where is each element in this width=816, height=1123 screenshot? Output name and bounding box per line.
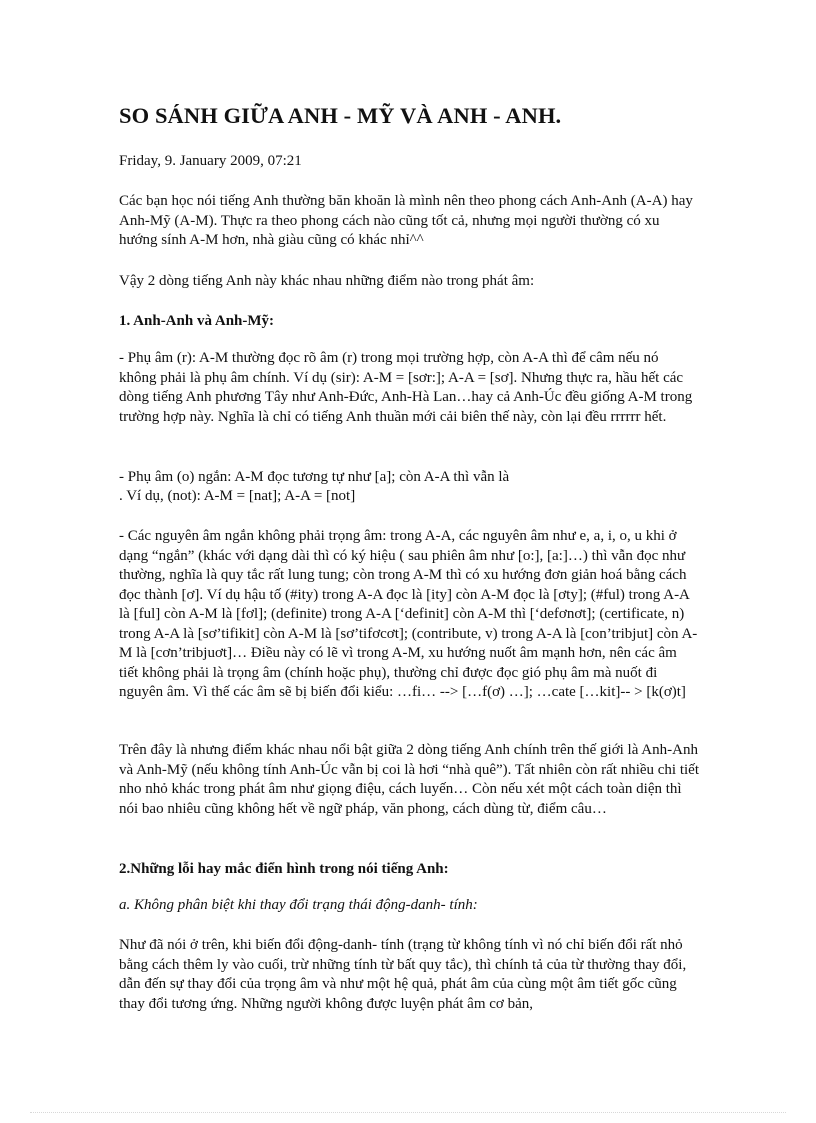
s1-paragraph-consonant-r: - Phụ âm (r): A-M thường đọc rõ âm (r) trong mọi trường hợp, còn A-A thì để câm nếu nó không phải là phụ âm chính. Ví dụ (sir): A-M = [sơr:]; A-A = [sơ]. Nhưng thực ra, hầu hết các dòng tiếng Anh phương Tây như Anh-Đức, Anh-Hà Lan…hay cả Anh-Úc đều giống A-M trong trường hợp này. Nghĩa là chỉ có tiếng Anh thuần mới cải biên thế này, còn lại đều rrrrrr hết. <box>119 350 693 425</box>
s2a-paragraph: Như đã nói ở trên, khi biến đổi động-danh- tính (trạng từ không tính vì nó chỉ biến đổi rất nhỏ bằng cách thêm ly vào cuối, trừ những tính từ bất quy tắc), thì chính tả của từ thường thay đổi, dẫn đến sự thay đổi của trọng âm và như một hệ quả, phát âm của cùng một âm tiết gốc cũng thay đổi tương ứng. Những người không được luyện phát âm cơ bản, <box>119 937 687 1012</box>
intro-paragraph: Các bạn học nói tiếng Anh thường băn khoăn là mình nên theo phong cách Anh-Anh (A-A) hay Anh-Mỹ (A-M). Thực ra theo phong cách nào cũng tốt cả, nhưng mọi người thường có xu hướng sính A-M hơn, nhà giàu cũng có khác nhỉ^^ <box>119 193 693 248</box>
s1-paragraph-vowel-o-line2: . Ví dụ, (not): A-M = [nat]; A-A = [not] <box>119 488 356 504</box>
question-paragraph: Vậy 2 dòng tiếng Anh này khác nhau những điểm nào trong phát âm: <box>119 273 535 289</box>
section-1-heading: 1. Anh-Anh và Anh-Mỹ: <box>119 313 275 329</box>
section-2-heading: 2.Những lỗi hay mắc điển hình trong nói tiếng Anh: <box>119 861 449 877</box>
page-bottom-divider <box>30 1112 786 1113</box>
s1-paragraph-vowel-o-line1: - Phụ âm (o) ngắn: A-M đọc tương tự như [a]; còn A-A thì vẫn là <box>119 469 510 485</box>
summary-paragraph: Trên đây là nhưng điểm khác nhau nổi bật giữa 2 dòng tiếng Anh chính trên thế giới là Anh-Anh và Anh-Mỹ (nếu không tính Anh-Úc vẫn bị coi là hơi “nhà quê”). Tất nhiên còn rất nhiều chi tiết nho nhỏ khác trong phát âm như giọng điệu, cách luyến… Còn nếu xét một cách toàn diện thì nói bao nhiêu cũng không hết về ngữ pháp, văn phong, cách dùng từ, điểm câu… <box>119 742 700 817</box>
section-2a-heading: a. Không phân biệt khi thay đổi trạng thái động-danh- tính: <box>119 897 478 913</box>
post-date: Friday, 9. January 2009, 07:21 <box>119 153 302 169</box>
s1-paragraph-short-vowels: - Các nguyên âm ngắn không phải trọng âm: trong A-A, các nguyên âm như e, a, i, o, u khi ở dạng “ngắn” (khác với dạng dài thì có ký hiệu ( sau phiên âm như [o:], [a:]…) thì vẫn đọc như thường, nghĩa là quy tắc rất lung tung; còn trong A-M thì có xu hướng đơn giản hoá bằng cách đọc thành [ơ]. Ví dụ hậu tố (#ity) trong A-A đọc là [ity] còn A-M đọc là [ơty]; (#ful) trong A-A là [ful] còn A-M là [fơl]; (definite) trong A-A [‘definit] còn A-M thì [‘defơnơt]; (certificate, n) trong A-A là [sơ’tifikit] còn A-M là [sơ’tifơcơt]; (contribute, v) trong A-A là [con’tribjut] còn A-M là [cơn’tribjuơt]… Điều này có lẽ vì trong A-M, xu hướng nuốt âm mạnh hơn, nên các âm tiết không phải là trọng âm (chính hoặc phụ), thường chỉ được đọc gió phụ âm mà nuốt đi nguyên âm. Vì thế các âm sẽ bị biến đổi kiểu: …fi… --> […f(ơ) …]; …cate […kit]-- > [k(ơ)t] <box>119 528 698 700</box>
page-title: SO SÁNH GIỮA ANH - MỸ VÀ ANH - ANH. <box>119 103 562 128</box>
